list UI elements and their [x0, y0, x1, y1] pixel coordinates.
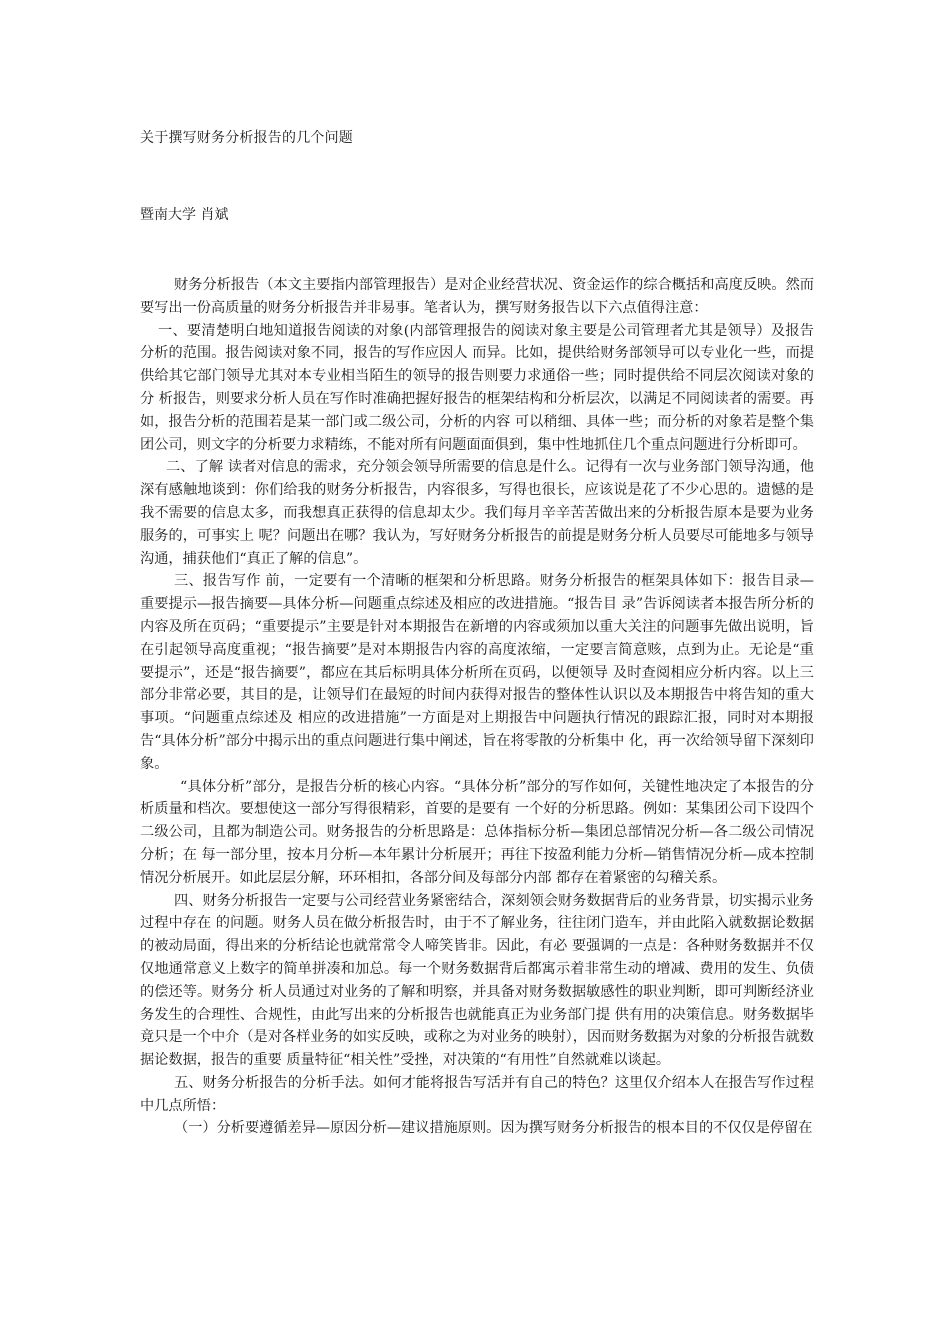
paragraph-intro: 财务分析报告（本文主要指内部管理报告）是对企业经营状况、资金运作的综合概括和高度反映。然而要写出一份高质量的财务分析报告并非易事。笔者认为，撰写财务报告以下六点值得注意： [140, 277, 814, 316]
paragraph-point-2: 二、了解 读者对信息的需求，充分领会领导所需要的信息是什么。记得有一次与业务部门领导沟通，他深有感触地谈到：你们给我的财务分析报告，内容很多，写得也很长，应该说是花了不少心思的。遗憾的是我不需要的信息太多，而我想真正获得的信息却太少。我们每月辛辛苦苦做出来的分析报告原本是要为业务服务的，可事实上 呢？问题出在哪？我认为，写好财务分析报告的前提是财务分析人员要尽可能地多与领导沟通，捕获他们“真正了解的信息”。 [140, 459, 814, 567]
paragraph-point-5-1: （一）分析要遵循差异—原因分析—建议措施原则。因为撰写财务分析报告的根本目的不仅仅是停留在 [174, 1120, 813, 1137]
paragraph-specific-analysis: “具体分析”部分，是报告分析的核心内容。“具体分析”部分的写作如何，关键性地决定了本报告的分析质量和档次。要想使这一部分写得很精彩，首要的是要有 一个好的分析思路。例如：某集团公司下设四个二级公司，且都为制造公司。财务报告的分析思路是：总体指标分析—集团总部情况分析—各二级公司情况分析；在 每一部分里，按本月分析—本年累计分析展开；再往下按盈利能力分析—销售情况分析—成本控制情况分析展开。如此层层分解，环环相扣，各部分间及每部分内部 都存在着紧密的勾稽关系。 [140, 778, 814, 886]
document-body [140, 274, 814, 1140]
document-title: 关于撰写财务分析报告的几个问题 [140, 130, 353, 146]
author-line: 暨南大学 肖斌 [140, 207, 229, 223]
paragraph-point-3: 三、报告写作 前，一定要有一个清晰的框架和分析思路。财务分析报告的框架具体如下：报告目录—重要提示—报告摘要—具体分析—问题重点综述及相应的改进措施。“报告目 录”告诉阅读者本报告所分析的内容及所在页码；“重要提示”主要是针对本期报告在新增的内容或须加以重大关注的问题事先做出说明，旨在引起领导高度重视；“报告摘要”是对本期报告内容的高度浓缩，一定要言简意赅，点到为止。无论是“重要提示”，还是“报告摘要”，都应在其后标明具体分析所在页码，以便领导 及时查阅相应分析内容。以上三部分非常必要，其目的是，让领导们在最短的时间内获得对报告的整体性认识以及本期报告中将告知的重大事项。“问题重点综述及 相应的改进措施”一方面是对上期报告中问题执行情况的跟踪汇报，同时对本期报告“具体分析”部分中揭示出的重点问题进行集中阐述，旨在将零散的分析集中 化，再一次给领导留下深刻印象。 [140, 573, 814, 772]
paragraph-point-4: 四、财务分析报告一定要与公司经营业务紧密结合，深刻领会财务数据背后的业务背景，切实揭示业务过程中存在 的问题。财务人员在做分析报告时，由于不了解业务，往往闭门造车，并由此陷入就数据论数据的被动局面，得出来的分析结论也就常常令人啼笑皆非。因此，有必 要强调的一点是：各种财务数据并不仅仅地通常意义上数字的简单拼凑和加总。每一个财务数据背后都寓示着非常生动的增减、费用的发生、负债的偿还等。财务分 析人员通过对业务的了解和明察，并具备对财务数据敏感性的职业判断，即可判断经济业务发生的合理性、合规性，由此写出来的分析报告也就能真正为业务部门提 供有用的决策信息。财务数据毕竟只是一个中介（是对各样业务的如实反映，或称之为对业务的映射），因而财务数据为对象的分析报告就数据论数据，报告的重要 质量特征“相关性”受挫，对决策的“有用性”自然就难以谈起。 [140, 892, 814, 1069]
paragraph-point-5: 五、财务分析报告的分析手法。如何才能将报告写活并有自己的特色？这里仅介绍本人在报告写作过程中几点所悟： [140, 1074, 814, 1114]
paragraph-point-1: 一、要清楚明白地知道报告阅读的对象(内部管理报告的阅读对象主要是公司管理者尤其是领导）及报告分析的范围。报告阅读对象不同，报告的写作应因人 而异。比如，提供给财务部领导可以专业化一些，而提供给其它部门领导尤其对本专业相当陌生的领导的报告则要力求通俗一些；同时提供给不同层次阅读对象的分 析报告，则要求分析人员在写作时准确把握好报告的框架结构和分析层次，以满足不同阅读者的需要。再如，报告分析的范围若是某一部门或二级公司，分析的内容 可以稍细、具体一些；而分析的对象若是整个集团公司，则文字的分析要力求精练，不能对所有问题面面俱到，集中性地抓住几个重点问题进行分析即可。 [140, 322, 814, 453]
